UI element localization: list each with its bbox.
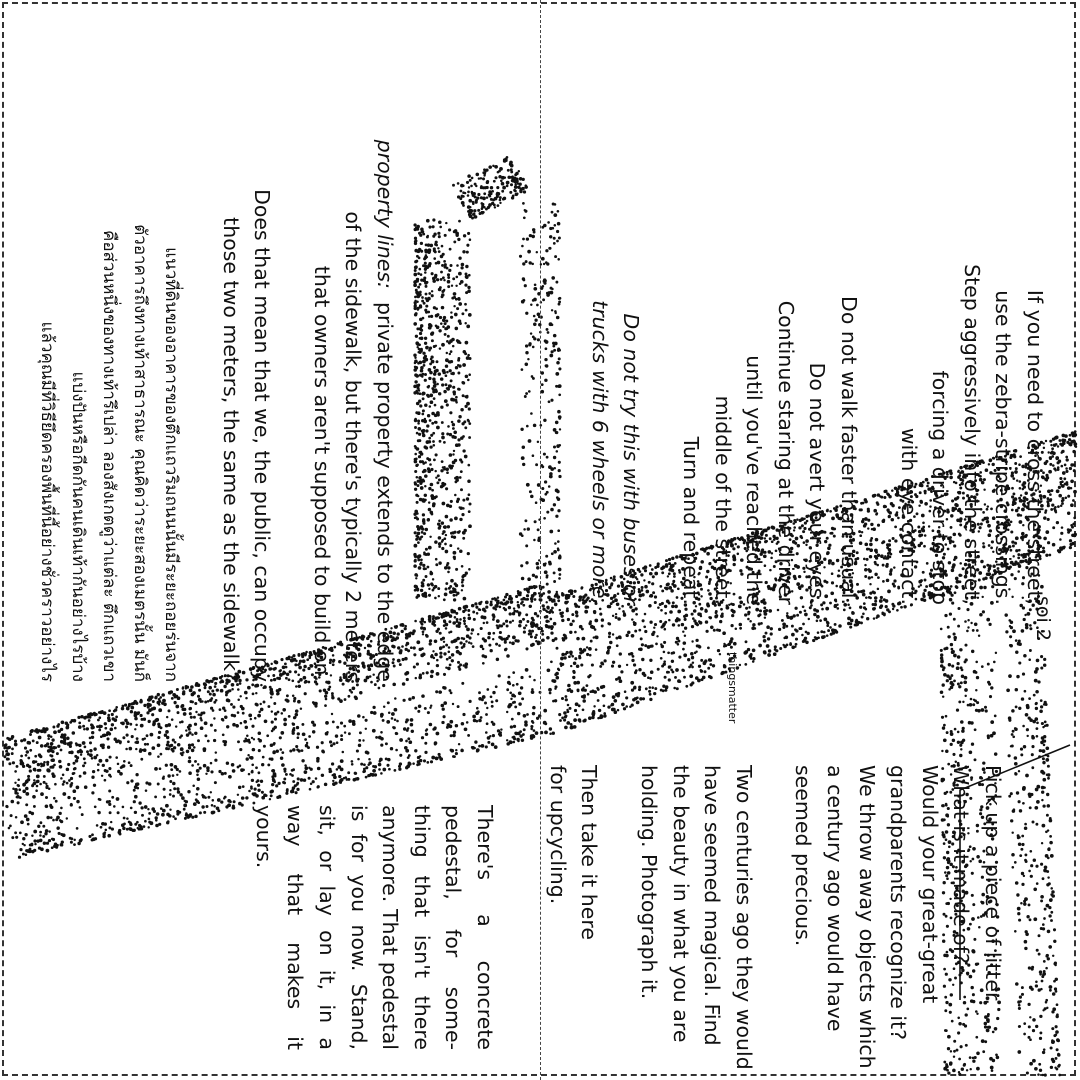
property-line-2: of the sidewalk, but there's typically 2 meters <box>341 211 366 682</box>
litter-line-2: What is it made of? <box>949 765 974 964</box>
property-lines-label: property lines: <box>373 139 397 289</box>
thai-line-2: ตัวอาคารถึงทางเท้าสาธารณะ คุณคิดว่าระยะสองเมตรนั้น มันก็ <box>130 224 151 682</box>
crossing-line-11: Turn and repeat. <box>679 436 704 605</box>
litter-line-4: grandparents recognize it? <box>886 765 911 1041</box>
litter-line-3: Would your great-great <box>917 765 942 1004</box>
litter-line-5: We throw away objects which <box>854 765 879 1069</box>
litter-line-6: a century ago would have <box>823 765 848 1032</box>
property-line-3: that owners aren't supposed to build on. <box>309 265 334 682</box>
crossing-line-4: forcing a driver to stop <box>928 370 953 605</box>
crossing-line-7: Do not avert your eyes. <box>805 362 830 605</box>
litter-line-10: the beauty in what you are <box>668 765 693 1043</box>
warning-line-2: trucks with 6 wheels or more. <box>587 300 612 605</box>
question-line-1: Does that mean that we, the public, can occupy <box>250 189 275 682</box>
pedestal-text: There's a concrete pedestal, for some-thing that isn't there anymore. That pedestal is for you now. Stand, sit, or lay on it, in a way that makes it yours. <box>251 805 497 1050</box>
crossing-line-9: until you've reached the <box>742 355 767 605</box>
crossing-line-6: Do not walk faster than usual. <box>837 296 862 605</box>
crossing-line-2: use the zebra-stripe crossings. <box>991 290 1016 605</box>
property-line-1: private property extends to the edge <box>373 301 397 682</box>
warning-line-1: Do not try this with buses or <box>619 313 644 605</box>
crossing-line-3: Step aggressively into the street, <box>959 264 984 605</box>
litter-line-13: for upcycling. <box>545 765 570 905</box>
thai-line-1: แนวที่ดินของอาคารของตึกแถวริมถนนนั้นมีระยะถอยร่นจาก <box>161 247 182 682</box>
crossing-line-5: with eye contact. <box>896 427 921 605</box>
soi-2-label: soi 2 <box>1032 596 1054 641</box>
thingsmatter-tag: thingsmatter <box>726 652 739 724</box>
crossing-line-10: middle of the street. <box>710 395 735 605</box>
litter-line-9: have seemed magical. Find <box>700 765 725 1046</box>
thai-line-4: แบ่งปันหรือกีดกันคนเดินเท้ากันอย่างไรบ้าง <box>68 371 89 682</box>
crossing-line-8: Continue staring at the driver <box>773 300 798 605</box>
litter-line-1: Pick up a piece of litter. <box>981 765 1005 1006</box>
thai-line-5: แล้วคุณมีที่วิธียึดครองพื้นที่นี้อย่างชั่วคราวอย่างไร <box>37 321 58 682</box>
litter-line-11: holding. Photograph it. <box>637 765 662 1000</box>
question-line-2: those two meters, the same as the sidewalk? <box>218 217 243 682</box>
litter-line-12: Then take it here <box>577 765 602 940</box>
litter-line-7: seemed precious. <box>791 765 816 947</box>
thai-line-3: คือส่วนหนึ่งของทางเท้ารึเปล่า ลองสังเกตดูว่าแต่ละ ตึกแถวเขา <box>99 229 120 682</box>
litter-line-8: Two centuries ago they would <box>731 765 756 1070</box>
crossing-line-1: If you need to cross the street, <box>1023 289 1047 605</box>
